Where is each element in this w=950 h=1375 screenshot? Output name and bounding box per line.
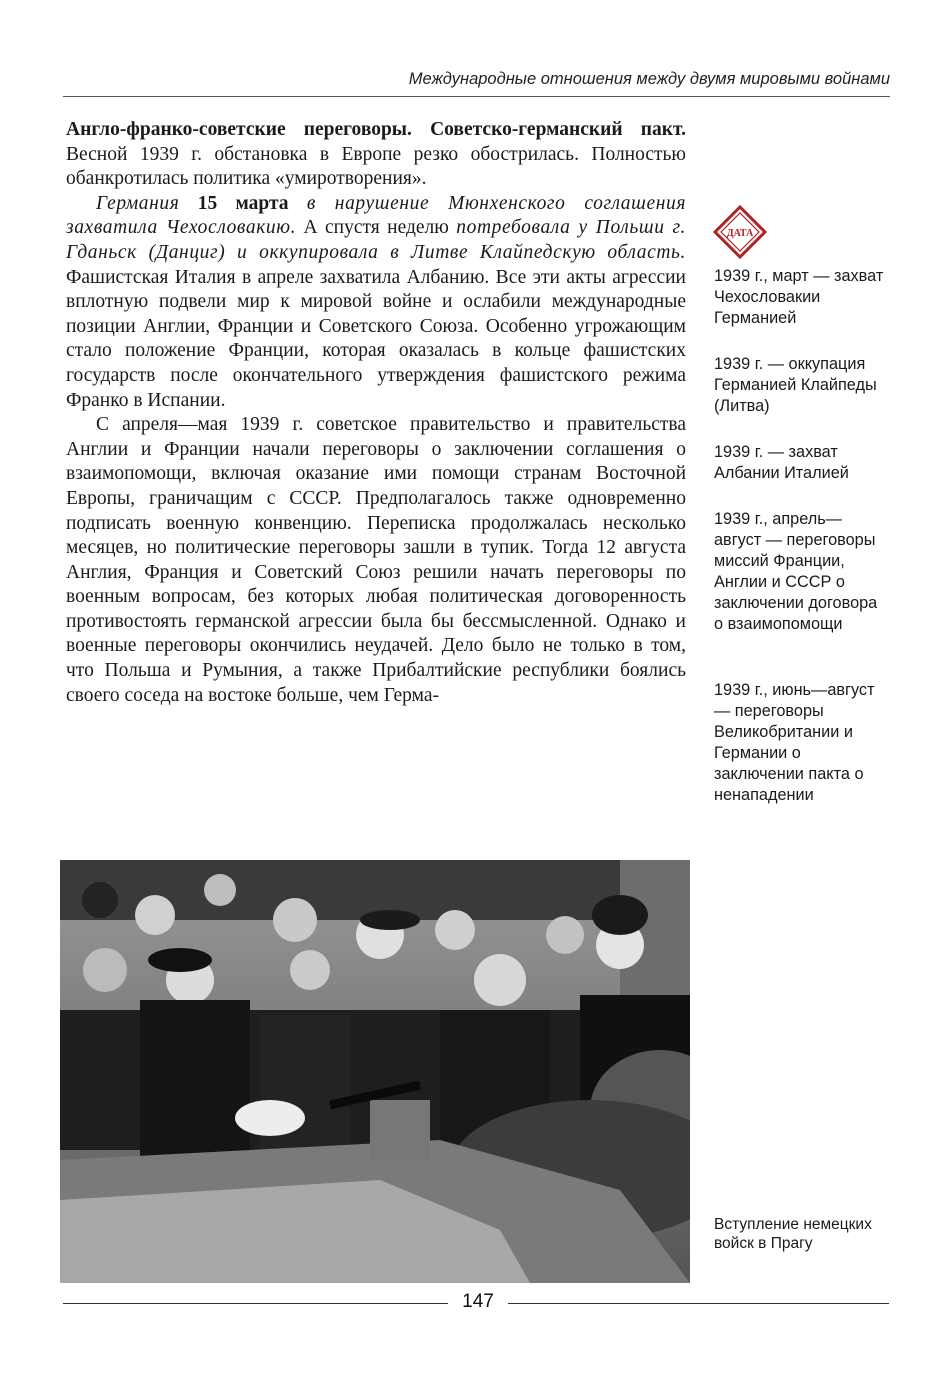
header-rule bbox=[63, 96, 890, 97]
paragraph-3: С апреля—мая 1939 г. советское правительство и правительства Англии и Франции начали переговоры о заключении соглашения о взаимопомощи, включая оказание ими помощи странам Восточной Европы, граничащим с СССР. Предполагалось также одновременно подписать военную конвенцию. Переписка продолжалась несколько месяцев, но политические переговоры зашли в тупик. Тогда 12 августа Англия, Франция и Советский Союз решили начать переговоры по военным вопросам, без которых любая политическая договоренность противостоять германской агрессии была бы бессмысленной. Однако и военные переговоры окончились неудачей. Дело было не только в том, что Польша и Румыния, а также Прибалтийские республики боялись своего соседа на востоке больше, чем Герма- bbox=[66, 414, 686, 706]
date-note: 1939 г. — захват Албании Италией bbox=[714, 443, 849, 482]
photo-image bbox=[60, 860, 690, 1283]
date-note: 1939 г., март — захват Чехословакии Германией bbox=[714, 267, 884, 327]
photo-caption: Вступление немецких войск в Прагу bbox=[714, 1216, 872, 1252]
running-header: Международные отношения между двумя мировыми войнами bbox=[408, 70, 890, 88]
date-note: 1939 г. — оккупация Германией Клайпеды (Литва) bbox=[714, 355, 877, 415]
section-heading: Англо-франко-советские переговоры. Советско-германский пакт. bbox=[66, 119, 686, 140]
footer-rule-right bbox=[508, 1303, 889, 1304]
date-note: 1939 г., июнь—август — переговоры Великобритании и Германии о заключении пакта о ненападении bbox=[714, 681, 875, 804]
page-number: 147 bbox=[462, 1291, 494, 1312]
paragraph-2: Германия 15 марта в нарушение Мюнхенского соглашения захватила Чехословакию. А спустя неделю потребовала у Польши г. Гданьск (Данциг) и оккупировала в Литве Клайпедскую область. Фашистская Италия в апреле захватила Албанию. Все эти акты агрессии вплотную подвели мир к мировой войне и ослабили международные позиции Англии, Франции и Советского Союза. Особенно угрожающим стало положение Франции, которая оказалась в кольце фашистских государств после окончательного утверждения фашистского режима Франко в Испании. bbox=[66, 192, 686, 411]
paragraph-1: Англо-франко-советские переговоры. Советско-германский пакт. Весной 1939 г. обстановка в Европе резко обострилась. Полностью обанкротилась политика «умиротворения». bbox=[66, 119, 686, 190]
footer-rule-left bbox=[63, 1303, 448, 1304]
date-badge-icon bbox=[712, 204, 768, 260]
main-text bbox=[66, 118, 686, 708]
photo-prague bbox=[60, 860, 690, 1283]
date-note: 1939 г., апрель—август — переговоры миссий Франции, Англии и СССР о заключении договора о взаимопомощи bbox=[714, 510, 878, 633]
date-badge-label: ДАТА bbox=[726, 228, 754, 239]
